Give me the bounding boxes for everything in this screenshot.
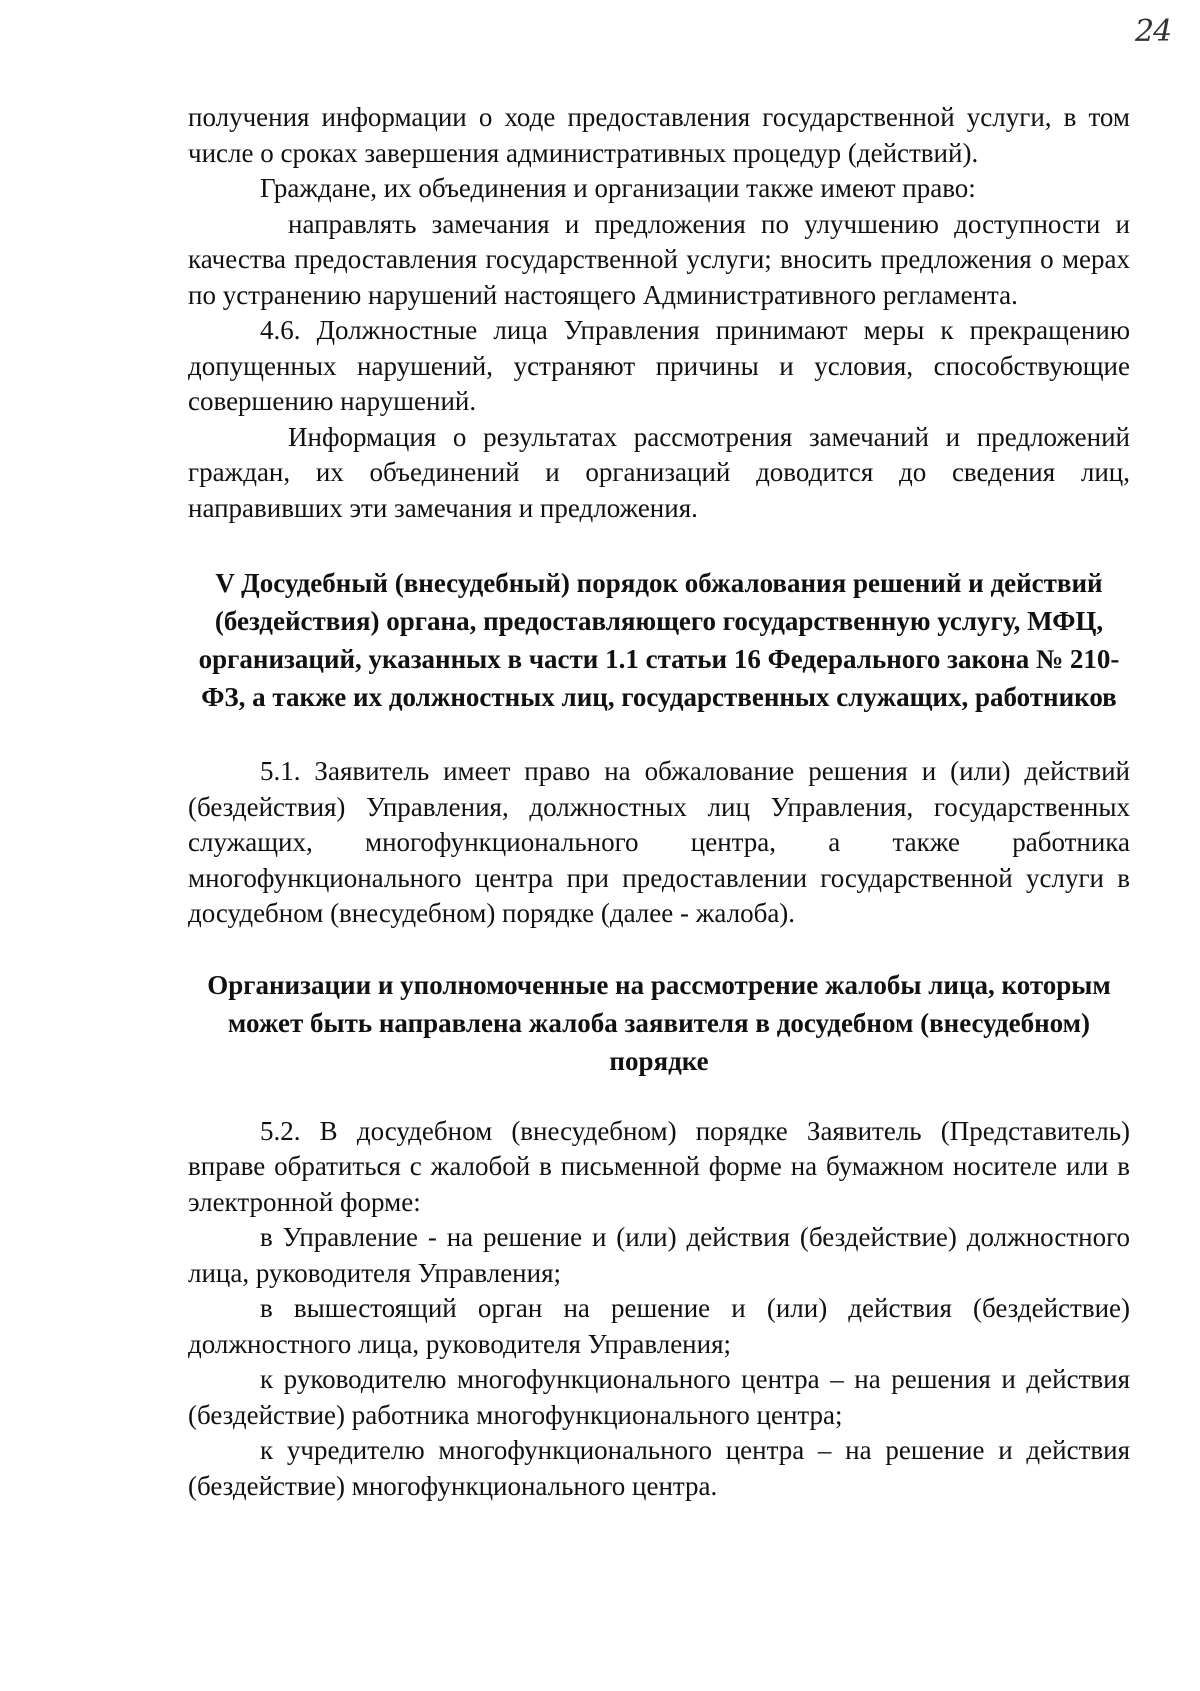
paragraph-rights-intro: Граждане, их объединения и организации также имеют право: — [260, 173, 976, 203]
paragraph-4-6: 4.6. Должностные лица Управления принимают меры к прекращению допущенных нарушений, устраняют причины и условия, способствующие совершению нарушений. — [188, 315, 1130, 416]
list-item: к руководителю многофункционального центра – на решения и действия (бездействие) работника многофункционального центра; — [188, 1364, 1130, 1430]
spacer — [188, 526, 1130, 564]
page-number: 24 — [1135, 14, 1172, 49]
document-body — [188, 100, 1130, 1504]
list-item: в Управление - на решение и (или) действия (бездействие) должностного лица, руководителя Управления; — [188, 1222, 1130, 1288]
paragraph-5-1: 5.1. Заявитель имеет право на обжалование решения и (или) действий (бездействия) Управления, должностных лиц Управления, государственных служащих, многофункционального центра, а также работника многофункционального центра при предоставлении государственной услуги в досудебном (внесудебном) порядке (далее - жалоба). — [188, 756, 1130, 928]
section-5-heading: V Досудебный (внесудебный) порядок обжалования решений и действий (бездействия) органа, предоставляющего государственную услугу, МФЦ, организаций, указанных в части 1.1 статьи 16 Федерального закона № 210-ФЗ, а также их должностных лиц, государственных служащих, работников — [198, 568, 1120, 712]
paragraph-results-info: Информация о результатах рассмотрения замечаний и предложений граждан, их объединений и организаций доводится до сведения лиц, направивших эти замечания и предложения. — [188, 421, 1130, 523]
list-item: к учредителю многофункционального центра – на решение и действия (бездействие) многофункционального центра. — [188, 1435, 1130, 1501]
spacer — [188, 1080, 1130, 1114]
paragraph-rights-detail: направлять замечания и предложения по улучшению доступности и качества предоставления государственной услуги; вносить предложения о мерах по устранению нарушений настоящего Административного регламента. — [188, 208, 1130, 310]
spacer — [188, 716, 1130, 754]
subheading-organizations: Организации и уполномоченные на рассмотрение жалобы лица, которым может быть направлена жалоба заявителя в досудебном (внесудебном) порядке — [207, 969, 1111, 1076]
spacer — [188, 932, 1130, 966]
paragraph-continuation: получения информации о ходе предоставления государственной услуги, в том числе о сроках завершения административных процедур (действий). — [188, 102, 1130, 168]
list-item: в вышестоящий орган на решение и (или) действия (бездействие) должностного лица, руководителя Управления; — [188, 1293, 1130, 1359]
paragraph-5-2: 5.2. В досудебном (внесудебном) порядке Заявитель (Представитель) вправе обратиться с жалобой в письменной форме на бумажном носителе или в электронной форме: — [188, 1115, 1130, 1217]
